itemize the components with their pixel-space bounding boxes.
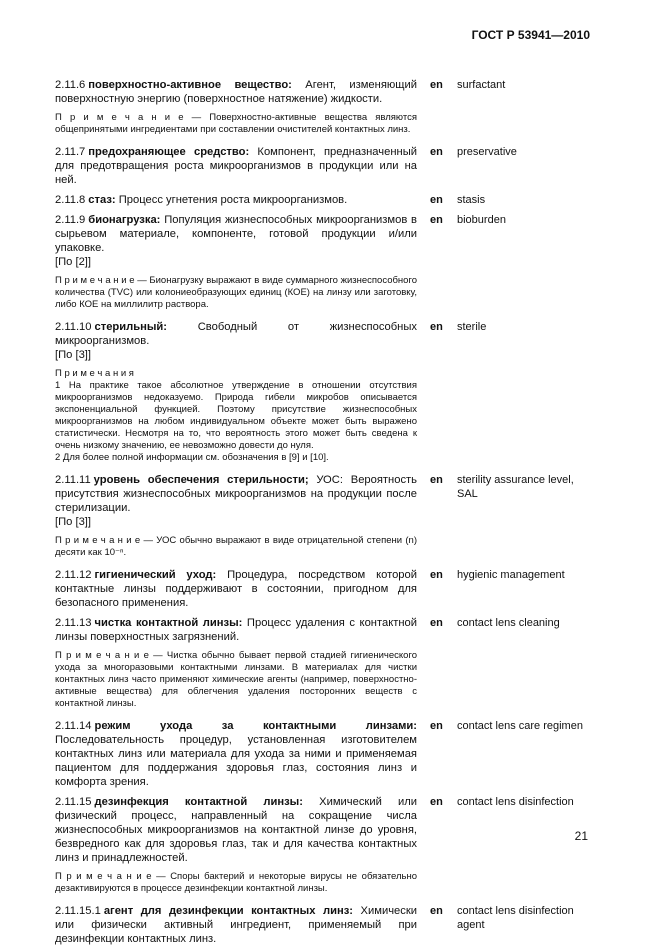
term-note: П р и м е ч а н и я 1 На практике такое абсолютное утверждение в отношении отсутствия микроорганизмов недоказуемо. Природа гибели микробов описывается экспоненциальной функцией. Поэтому присутствие жизнеспособных микроорганизмов на любом индивидуальном объекте может быть выражено статистически. Несмотря на то, что вероятность этого может быть сведена к очень низкому значению, ее невозможно довести до нуля. 2 Для более полной информации см. обозначения в [9] и [10]. [55, 368, 417, 463]
term-definition-text: Процедура, посредством которой контактные линзы поддерживают в состоянии, пригодном для безопасного применения. [55, 569, 417, 609]
english-term: contact lens disinfection [457, 796, 574, 808]
language-code: en [430, 79, 443, 91]
term-name: бионагрузка: [88, 214, 161, 226]
english-equivalent [430, 145, 590, 159]
term-number: 2.11.8 [55, 194, 86, 206]
term-definition-text: Агент, изменяющий поверхностную энергию (поверхностное натяжение) жидкости. [55, 79, 417, 105]
term-definition [55, 795, 417, 865]
english-term: stasis [457, 194, 486, 206]
english-equivalent [430, 78, 590, 92]
term-name: уровень обеспечения стерильности; [93, 474, 309, 486]
english-equivalent [430, 213, 590, 227]
term-number: 2.11.6 [55, 79, 86, 91]
term-note: П р и м е ч а н и е — УОС обычно выражают в виде отрицательной степени (n) десяти как 10⁻ⁿ. [55, 535, 417, 558]
term-entry [55, 320, 595, 362]
term-definition [55, 193, 417, 207]
term-note: П р и м е ч а н и е — Споры бактерий и некоторые вирусы не обязательно дезактивируются в процессе дезинфекции контактной линзы. [55, 871, 417, 894]
term-name: гигиенический уход: [94, 569, 217, 581]
english-term: bioburden [457, 214, 506, 226]
english-equivalent [430, 568, 590, 582]
english-term: surfactant [457, 79, 506, 91]
term-entry [55, 795, 595, 865]
term-definition-text: Процесс удаления с контактной линзы поверхностных загрязнений. [55, 617, 417, 643]
page-number: 21 [574, 829, 588, 843]
english-equivalent [430, 616, 590, 630]
term-definition-text: УОС: Вероятность присутствия жизнеспособных микроорганизмов на продукции после стерилизации. [55, 474, 417, 514]
term-definition-text: Последовательность процедур, установленная изготовителем контактных линз или материала для ухода за ними и применяемая пациентом для поддержания здоровья глаз, состояния линз и комфорта зрения. [55, 734, 417, 788]
term-name: стаз: [88, 194, 116, 206]
english-term: sterile [457, 321, 487, 333]
term-number: 2.11.15.1 [55, 905, 101, 917]
term-entry [55, 78, 595, 106]
term-definition [55, 78, 417, 106]
term-number: 2.11.9 [55, 214, 86, 226]
term-name: предохраняющее средство: [88, 146, 250, 158]
term-number: 2.11.13 [55, 617, 92, 629]
language-code: en [430, 569, 443, 581]
term-number: 2.11.7 [55, 146, 86, 158]
terms-list [55, 78, 595, 952]
term-definition-text: Популяция жизнеспособных микроорганизмов в сырьевом материале, компоненте, готовой продукции и/или упаковке. [55, 214, 417, 254]
english-equivalent [430, 320, 590, 334]
term-definition [55, 320, 417, 362]
term-note: П р и м е ч а н и е — Бионагрузку выражают в виде суммарного жизнеспособного количества (TVC) или колониеобразующих единиц (КОЕ) на линзу или заготовку, либо КОЕ на миллилитр раствора. [55, 275, 417, 310]
term-reference: [По [3]] [55, 349, 92, 361]
term-name: поверхностно-активное вещество: [88, 79, 292, 91]
language-code: en [430, 720, 443, 732]
term-number: 2.11.11 [55, 474, 91, 486]
term-note: П р и м е ч а н и е — Поверхностно-активные вещества являются общепринятыми ингредиентами при составлении очистителей контактных линз. [55, 112, 417, 135]
english-term: preservative [457, 146, 517, 158]
term-definition [55, 213, 417, 269]
term-definition-text: Свободный от жизнеспособных микроорганизмов. [55, 321, 417, 347]
english-term: contact lens care regimen [457, 720, 583, 732]
language-code: en [430, 214, 443, 226]
term-entry [55, 193, 595, 207]
term-entry [55, 213, 595, 269]
language-code: en [430, 796, 443, 808]
term-definition [55, 473, 417, 529]
english-equivalent [430, 473, 590, 501]
term-definition-text: Процесс угнетения роста микроорганизмов. [115, 194, 348, 206]
english-equivalent [430, 719, 590, 733]
language-code: en [430, 474, 443, 486]
english-term: sterility assurance level, SAL [457, 474, 574, 500]
term-number: 2.11.14 [55, 720, 92, 732]
document-header: ГОСТ Р 53941—2010 [471, 28, 590, 42]
term-note: П р и м е ч а н и е — Чистка обычно бывает первой стадией гигиенического ухода за многоразовыми контактными линзами. В материалах для чистки контактных линз часто применяют химические агенты (например, поверхностно-активные вещества) для облегчения удаления посторонних веществ с контактной линзы. [55, 650, 417, 709]
term-definition [55, 904, 417, 946]
term-entry [55, 616, 595, 644]
term-reference: [По [3]] [55, 516, 92, 528]
language-code: en [430, 321, 443, 333]
language-code: en [430, 146, 443, 158]
language-code: en [430, 617, 443, 629]
term-reference: [По [2]] [55, 256, 92, 268]
term-number: 2.11.10 [55, 321, 92, 333]
language-code: en [430, 194, 443, 206]
term-definition-text: Химически или физически активный ингредиент, применяемый при дезинфекции контактных линз. [55, 905, 417, 945]
term-entry [55, 568, 595, 610]
language-code: en [430, 905, 443, 917]
term-entry [55, 719, 595, 789]
term-definition [55, 145, 417, 187]
english-term: contact lens cleaning [457, 617, 560, 629]
term-definition [55, 616, 417, 644]
term-entry [55, 473, 595, 529]
term-name: агент для дезинфекции контактных линз: [103, 905, 354, 917]
term-definition [55, 568, 417, 610]
term-entry [55, 145, 595, 187]
term-name: дезинфекция контактной линзы: [94, 796, 303, 808]
term-entry [55, 904, 595, 946]
term-definition [55, 719, 417, 789]
english-term: contact lens disinfection agent [457, 905, 574, 931]
term-name: стерильный: [94, 321, 168, 333]
term-definition-text: Компонент, предназначенный для предотвращения роста микроорганизмов в продукции или на ней. [55, 146, 417, 186]
term-number: 2.11.12 [55, 569, 92, 581]
term-name: чистка контактной линзы: [94, 617, 243, 629]
term-name: режим ухода за контактными линзами: [94, 720, 417, 732]
term-definition-text: Химический или физический процесс, направленный на сокращение числа жизнеспособных микроорганизмов на контактной линзе до уровня, безвредного как для здоровья глаз, так и для качества контактных линз и принадлежностей. [55, 796, 418, 864]
english-equivalent [430, 904, 590, 932]
english-term: hygienic management [457, 569, 565, 581]
term-number: 2.11.15 [55, 796, 92, 808]
english-equivalent [430, 795, 590, 809]
english-equivalent [430, 193, 590, 207]
